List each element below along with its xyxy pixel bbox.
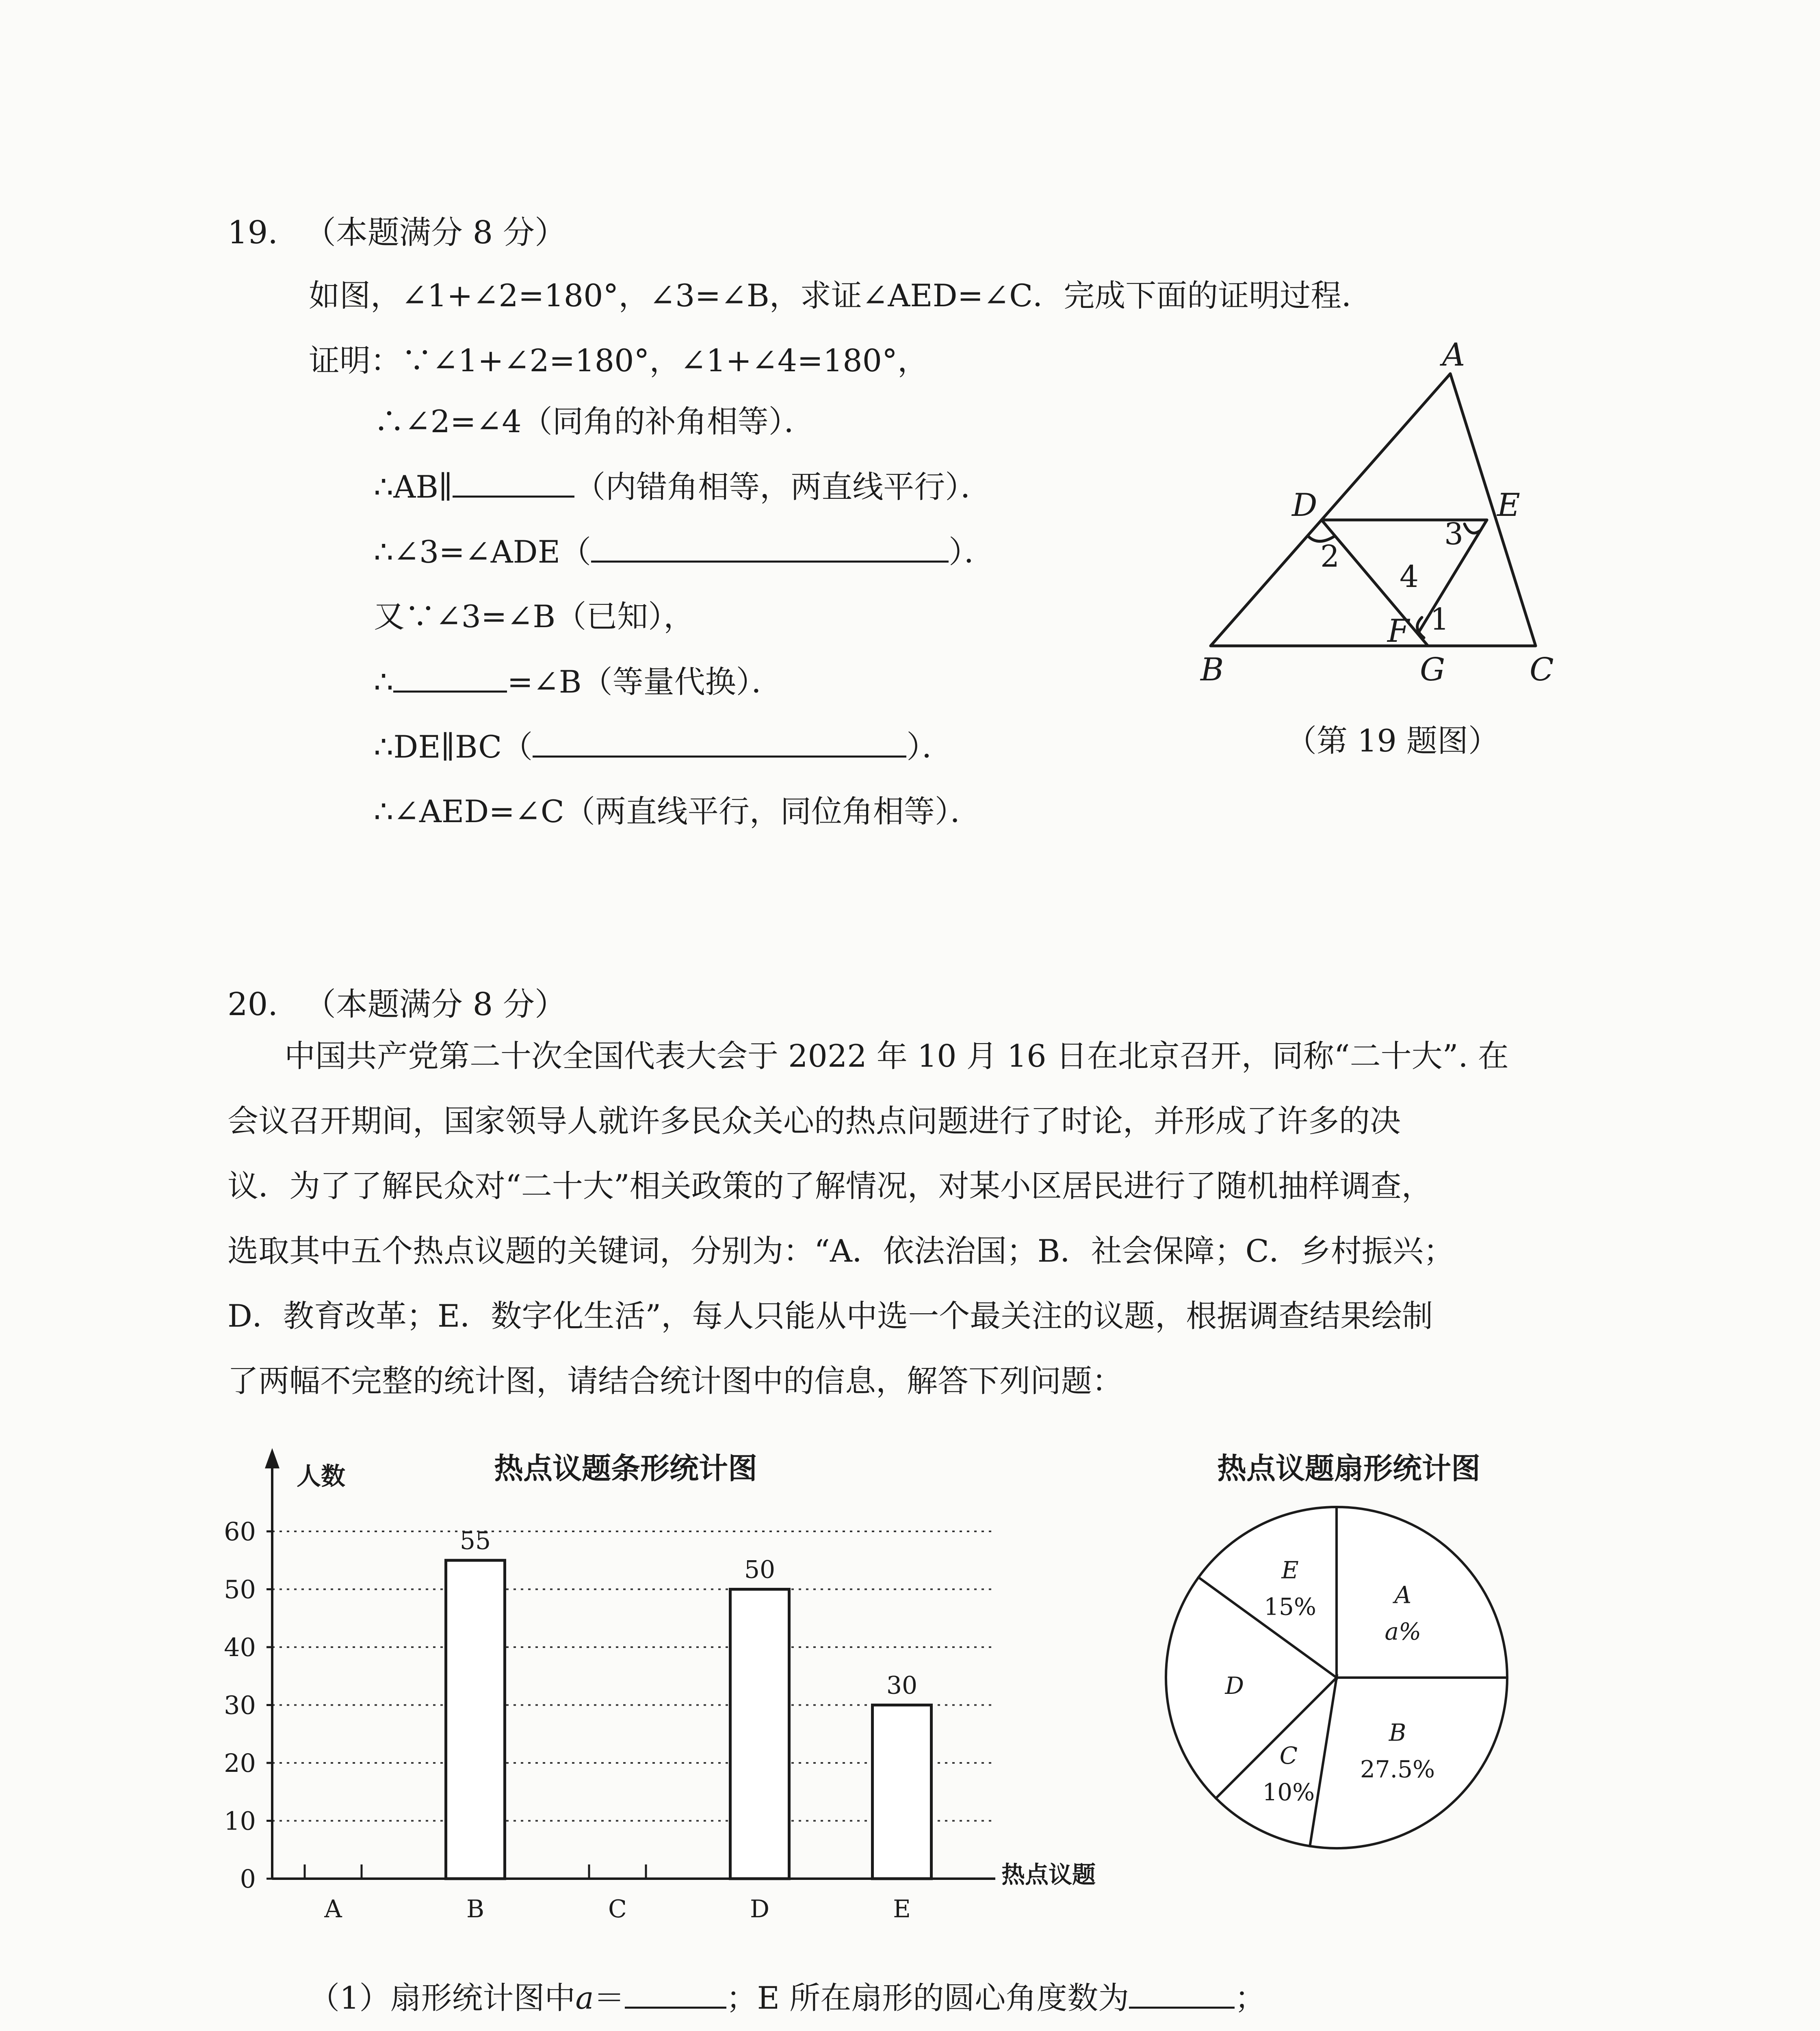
q20-paragraph-line-6: 了两幅不完整的统计图，请结合统计图中的信息，解答下列问题： bbox=[228, 1363, 1123, 1399]
q20-paragraph-line-2: 会议召开期间，国家领导人就许多民众关心的热点问题进行了时论，并形成了许多的决 bbox=[228, 1103, 1401, 1139]
q19-proof-line-5: 又∵∠3=∠B（已知）， bbox=[374, 598, 695, 634]
q20-paragraph-line-1: 中国共产党第二十次全国代表大会于 2022 年 10 月 16 日在北京召开，同称“二十大”. 在 bbox=[284, 1038, 1509, 1074]
answer-blank[interactable] bbox=[1129, 1982, 1235, 2009]
q19-proof-line-4: ∴∠3=∠ADE（ ）． bbox=[374, 534, 995, 570]
pie-chart-title: 热点议题扇形统计图 bbox=[1217, 1451, 1481, 1485]
bar-value-label: 55 bbox=[459, 1526, 491, 1555]
bar-chart-ylabel: 人数 bbox=[297, 1462, 345, 1491]
q19-triangle-figure bbox=[1178, 317, 1592, 788]
q19-proof-line-2: ∴∠2=∠4（同角的补角相等）． bbox=[374, 403, 815, 440]
point-g-label: G bbox=[1420, 652, 1445, 688]
q20-header bbox=[228, 979, 566, 1024]
pie-slice-A bbox=[1337, 1507, 1507, 1678]
point-d-label: D bbox=[1292, 487, 1317, 524]
q20-paragraph-line-4: 选取其中五个热点议题的关键词，分别为：“A．依法治国；B．社会保障；C．乡村振兴； bbox=[228, 1233, 1454, 1269]
pie-slice-value: a% bbox=[1384, 1617, 1421, 1646]
point-c-label: C bbox=[1530, 652, 1554, 688]
angle-2-label: 2 bbox=[1320, 539, 1340, 574]
pie-chart bbox=[1146, 1430, 1552, 1860]
angle-3-label: 3 bbox=[1444, 517, 1464, 552]
x-tick-label: B bbox=[466, 1895, 485, 1923]
figure-caption: （第 19 题图） bbox=[1286, 723, 1499, 759]
y-tick-label: 20 bbox=[224, 1748, 256, 1778]
pie-slice-label: C bbox=[1279, 1742, 1298, 1770]
q19-score: （本题满分 8 分） bbox=[304, 214, 567, 251]
bar-chart bbox=[195, 1430, 1096, 1925]
x-tick-label: D bbox=[750, 1895, 770, 1923]
q19-proof-line-1: 证明：∵∠1+∠2=180°，∠1+∠4=180°， bbox=[309, 342, 928, 379]
bar-value-label: 30 bbox=[886, 1671, 918, 1700]
x-tick-label: A bbox=[324, 1895, 342, 1923]
bar-value-label: 50 bbox=[744, 1555, 776, 1584]
bar-chart-xlabel: 热点议题 bbox=[1001, 1861, 1096, 1888]
angle-3-arc bbox=[1465, 524, 1481, 533]
bar-chart-title: 热点议题条形统计图 bbox=[494, 1451, 758, 1485]
point-e-label: E bbox=[1497, 487, 1520, 524]
pie-slice-label: D bbox=[1225, 1672, 1244, 1700]
bar-E bbox=[873, 1705, 932, 1879]
answer-blank[interactable] bbox=[625, 1982, 726, 2009]
q20-number: 20. bbox=[228, 986, 278, 1023]
y-tick-label: 10 bbox=[224, 1806, 256, 1836]
q20-sub1: （1）扇形统计图中a＝ ；E 所在扇形的圆心角度数为 ； bbox=[309, 1980, 1266, 2016]
point-a-label: A bbox=[1442, 337, 1465, 373]
q20-paragraph-line-3: 议．为了了解民众对“二十大”相关政策的了解情况，对某小区居民进行了随机抽样调查， bbox=[228, 1168, 1432, 1204]
q19-statement: 如图，∠1+∠2=180°，∠3=∠B，求证∠AED=∠C．完成下面的证明过程． bbox=[309, 277, 1373, 314]
answer-blank[interactable] bbox=[591, 536, 949, 563]
y-tick-label: 30 bbox=[224, 1690, 256, 1720]
q20-paragraph-line-5: D．教育改革；E．数字化生活”，每人只能从中选一个最关注的议题，根据调查结果绘制 bbox=[228, 1298, 1433, 1334]
answer-blank[interactable] bbox=[533, 731, 906, 758]
y-tick-label: 60 bbox=[224, 1517, 256, 1546]
angle-4-label: 4 bbox=[1400, 559, 1419, 594]
q19-number: 19. bbox=[228, 214, 278, 251]
y-tick-label: 0 bbox=[240, 1864, 256, 1894]
point-f-label: F bbox=[1387, 613, 1410, 650]
q19-proof-line-7: ∴DE∥BC（ ）． bbox=[374, 729, 953, 765]
q19-header bbox=[228, 207, 566, 253]
point-b-label: B bbox=[1200, 652, 1224, 688]
pie-slice-label: A bbox=[1394, 1581, 1412, 1609]
q19-proof-line-6: ∴ =∠B（等量代换）． bbox=[374, 664, 782, 700]
bar-B bbox=[446, 1560, 505, 1879]
y-tick-label: 40 bbox=[224, 1633, 256, 1662]
x-tick-label: E bbox=[893, 1895, 911, 1923]
triangle-abc bbox=[1211, 374, 1536, 646]
pie-slice-value: 27.5% bbox=[1360, 1755, 1435, 1783]
pie-slice-label: B bbox=[1389, 1719, 1406, 1747]
angle-1-label: 1 bbox=[1430, 602, 1450, 637]
bar-D bbox=[730, 1589, 789, 1879]
pie-slice-label: E bbox=[1281, 1556, 1299, 1584]
y-tick-label: 50 bbox=[224, 1574, 256, 1604]
q20-score: （本题满分 8 分） bbox=[304, 986, 567, 1023]
pie-slice-value: 15% bbox=[1264, 1593, 1317, 1621]
q19-proof-line-8: ∴∠AED=∠C（两直线平行，同位角相等）． bbox=[374, 793, 981, 829]
x-tick-label: C bbox=[608, 1895, 627, 1923]
y-axis-arrow bbox=[265, 1448, 280, 1468]
answer-blank[interactable] bbox=[393, 666, 507, 693]
pie-slice-value: 10% bbox=[1262, 1778, 1315, 1806]
answer-blank[interactable] bbox=[453, 471, 574, 498]
q19-proof-line-3: ∴AB∥ （内错角相等，两直线平行）． bbox=[374, 469, 992, 505]
